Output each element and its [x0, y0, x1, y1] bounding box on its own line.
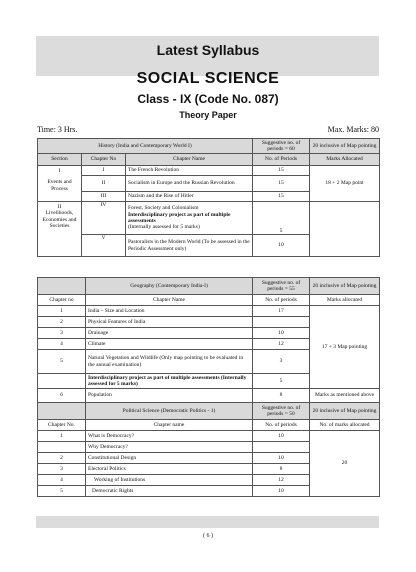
table-row — [38, 389, 380, 403]
periods: 12 — [253, 475, 310, 486]
class-code: Class - IX (Code No. 087) — [137, 92, 279, 106]
periods — [253, 442, 310, 453]
history-title: History (India and Contemporary World I) — [38, 139, 253, 154]
chapter-name: Democratic Rights — [86, 486, 253, 497]
polsci-title-row — [38, 403, 380, 420]
chapter-no: V — [82, 235, 126, 257]
periods: 10 — [253, 328, 310, 339]
geography-polsci-table — [37, 277, 380, 497]
chapter-name: India – Size and Location — [86, 306, 253, 317]
chapter-name: Physical Features of India — [86, 317, 253, 328]
section-number: II — [57, 204, 62, 210]
periods: 10 — [253, 431, 310, 442]
col-chapter-name: Chapter Name — [126, 154, 253, 166]
chapter-name: Nazism and the Rise of Hitler — [126, 192, 253, 202]
page-number: ( 6 ) — [203, 533, 213, 539]
max-marks: Max. Marks: 80 — [327, 125, 379, 134]
chapter-no: III — [82, 192, 126, 202]
marks-cell-empty — [310, 202, 380, 257]
periods: 10 — [253, 235, 310, 257]
chapter-name: Working of Institutions — [86, 475, 253, 486]
chapter-name: Electoral Politics — [86, 464, 253, 475]
chapter-name: Why Democracy? — [86, 442, 253, 453]
polsci-inclusive: 20 inclusive of Map pointing — [310, 403, 380, 420]
blank-cell — [38, 403, 86, 420]
col-marks: Marks allocated — [310, 295, 380, 306]
col-chapter-no: Chapter No — [82, 154, 126, 166]
history-inclusive: 20 inclusive of Map pointing — [310, 139, 380, 154]
chapter-no: 2 — [38, 317, 86, 328]
col-chapter-no: Chapter No. — [38, 420, 86, 431]
chapter-no: IV — [82, 202, 126, 235]
col-chapter-name: Chapter name — [86, 420, 253, 431]
chapter-name: Pastoralists in the Modern World (To be assessed in the Periodic Assessment only) — [126, 235, 253, 257]
col-periods: No. of Periods — [253, 154, 310, 166]
section-name: Events and Process — [47, 179, 72, 192]
chapter-name: Socialism in Europe and the Russian Revolution — [126, 176, 253, 192]
latest-syllabus-title: Latest Syllabus — [156, 42, 260, 58]
chapter-no — [38, 442, 86, 453]
blank-cell — [38, 278, 86, 295]
geography-title-row — [38, 278, 380, 295]
col-periods: No. of periods — [253, 295, 310, 306]
col-chapter-name: Chapter Name — [86, 295, 253, 306]
chapter-name: Interdisciplinary project as part of multiple assessments (Internally assessed for 5 marks) — [86, 374, 253, 389]
footer-band — [36, 516, 379, 528]
col-marks: No. of marks allocated — [310, 420, 380, 431]
chapter-no: 5 — [38, 486, 86, 497]
marks-cell: 17 + 3 Map pointing — [310, 306, 380, 389]
chapter-no: 2 — [38, 453, 86, 464]
chapter-no: 4 — [38, 339, 86, 350]
geography-suggestive: Suggestive no. of periods = 55 — [253, 278, 310, 295]
chapter-name: What is Democracy? — [86, 431, 253, 442]
chapter-name — [126, 202, 253, 235]
chapter-no: 1 — [38, 431, 86, 442]
chapter-no: 4 — [38, 475, 86, 486]
paper-type: Theory Paper — [179, 110, 237, 120]
chapter-name-bold: Interdisciplinary project as part of multiple assessments — [128, 211, 231, 224]
history-table — [37, 138, 380, 257]
polsci-title: Political Science (Democratic Politics - 1) — [86, 403, 253, 420]
periods: 10 — [253, 453, 310, 464]
periods: 15 — [253, 166, 310, 176]
table-row — [38, 166, 380, 176]
chapter-name: Population — [86, 389, 253, 403]
chapter-no: 6 — [38, 389, 86, 403]
subject-title: SOCIAL SCIENCE — [136, 70, 280, 87]
geography-title: Geography (Contemporary India-I) — [86, 278, 253, 295]
history-header-row — [38, 154, 380, 166]
col-section: Section — [38, 154, 82, 166]
geography-inclusive: 20 inclusive of Map pointing — [310, 278, 380, 295]
polsci-suggestive: Suggestive no. of periods = 50 — [253, 403, 310, 420]
chapter-no: 5 — [38, 350, 86, 374]
chapter-name: Constitutional Design — [86, 453, 253, 464]
col-periods: No. of periods — [253, 420, 310, 431]
marks-cell: 18 + 2 Map point — [310, 166, 380, 202]
table-row — [38, 431, 380, 442]
chapter-name-line: Forest, Society and Colonialism — [128, 205, 199, 212]
periods: 10 — [253, 486, 310, 497]
history-title-row — [38, 139, 380, 154]
chapter-no: 3 — [38, 464, 86, 475]
periods: 5 — [253, 374, 310, 389]
col-marks: Marks Allocated — [310, 154, 380, 166]
section-cell — [38, 202, 82, 257]
periods: 5 — [253, 202, 310, 235]
periods: 17 — [253, 306, 310, 317]
chapter-no: 3 — [38, 328, 86, 339]
marks-cell: Marks as mentioned above — [310, 389, 380, 403]
history-suggestive: Suggestive no. of periods = 60 — [253, 139, 310, 154]
periods — [253, 317, 310, 328]
periods: 15 — [253, 192, 310, 202]
periods: 12 — [253, 339, 310, 350]
section-number: I — [58, 168, 61, 174]
periods: 15 — [253, 176, 310, 192]
chapter-name: Climate — [86, 339, 253, 350]
periods: 8 — [253, 464, 310, 475]
chapter-no: II — [82, 176, 126, 192]
time-allowed: Time: 3 Hrs. — [37, 125, 78, 134]
chapter-name: Drainage — [86, 328, 253, 339]
geography-header-row — [38, 295, 380, 306]
chapter-no: 1 — [38, 306, 86, 317]
table-row — [38, 306, 380, 317]
chapter-name-note: (Internally assessed for 5 marks) — [128, 224, 200, 231]
marks-cell: 20 — [310, 431, 380, 497]
table-row — [38, 202, 380, 235]
periods: 8 — [253, 389, 310, 403]
chapter-name: The French Revolution — [126, 166, 253, 176]
chapter-no — [38, 374, 86, 389]
section-name: Livelihoods, Economies and Societies — [42, 210, 77, 230]
col-chapter-no: Chapter no — [38, 295, 86, 306]
periods: 3 — [253, 350, 310, 374]
polsci-header-row — [38, 420, 380, 431]
section-cell — [38, 166, 82, 202]
chapter-name: Natural Vegetation and Wildlife (Only map pointing to be evaluated in the annual examination) — [86, 350, 253, 374]
chapter-no: I — [82, 166, 126, 176]
